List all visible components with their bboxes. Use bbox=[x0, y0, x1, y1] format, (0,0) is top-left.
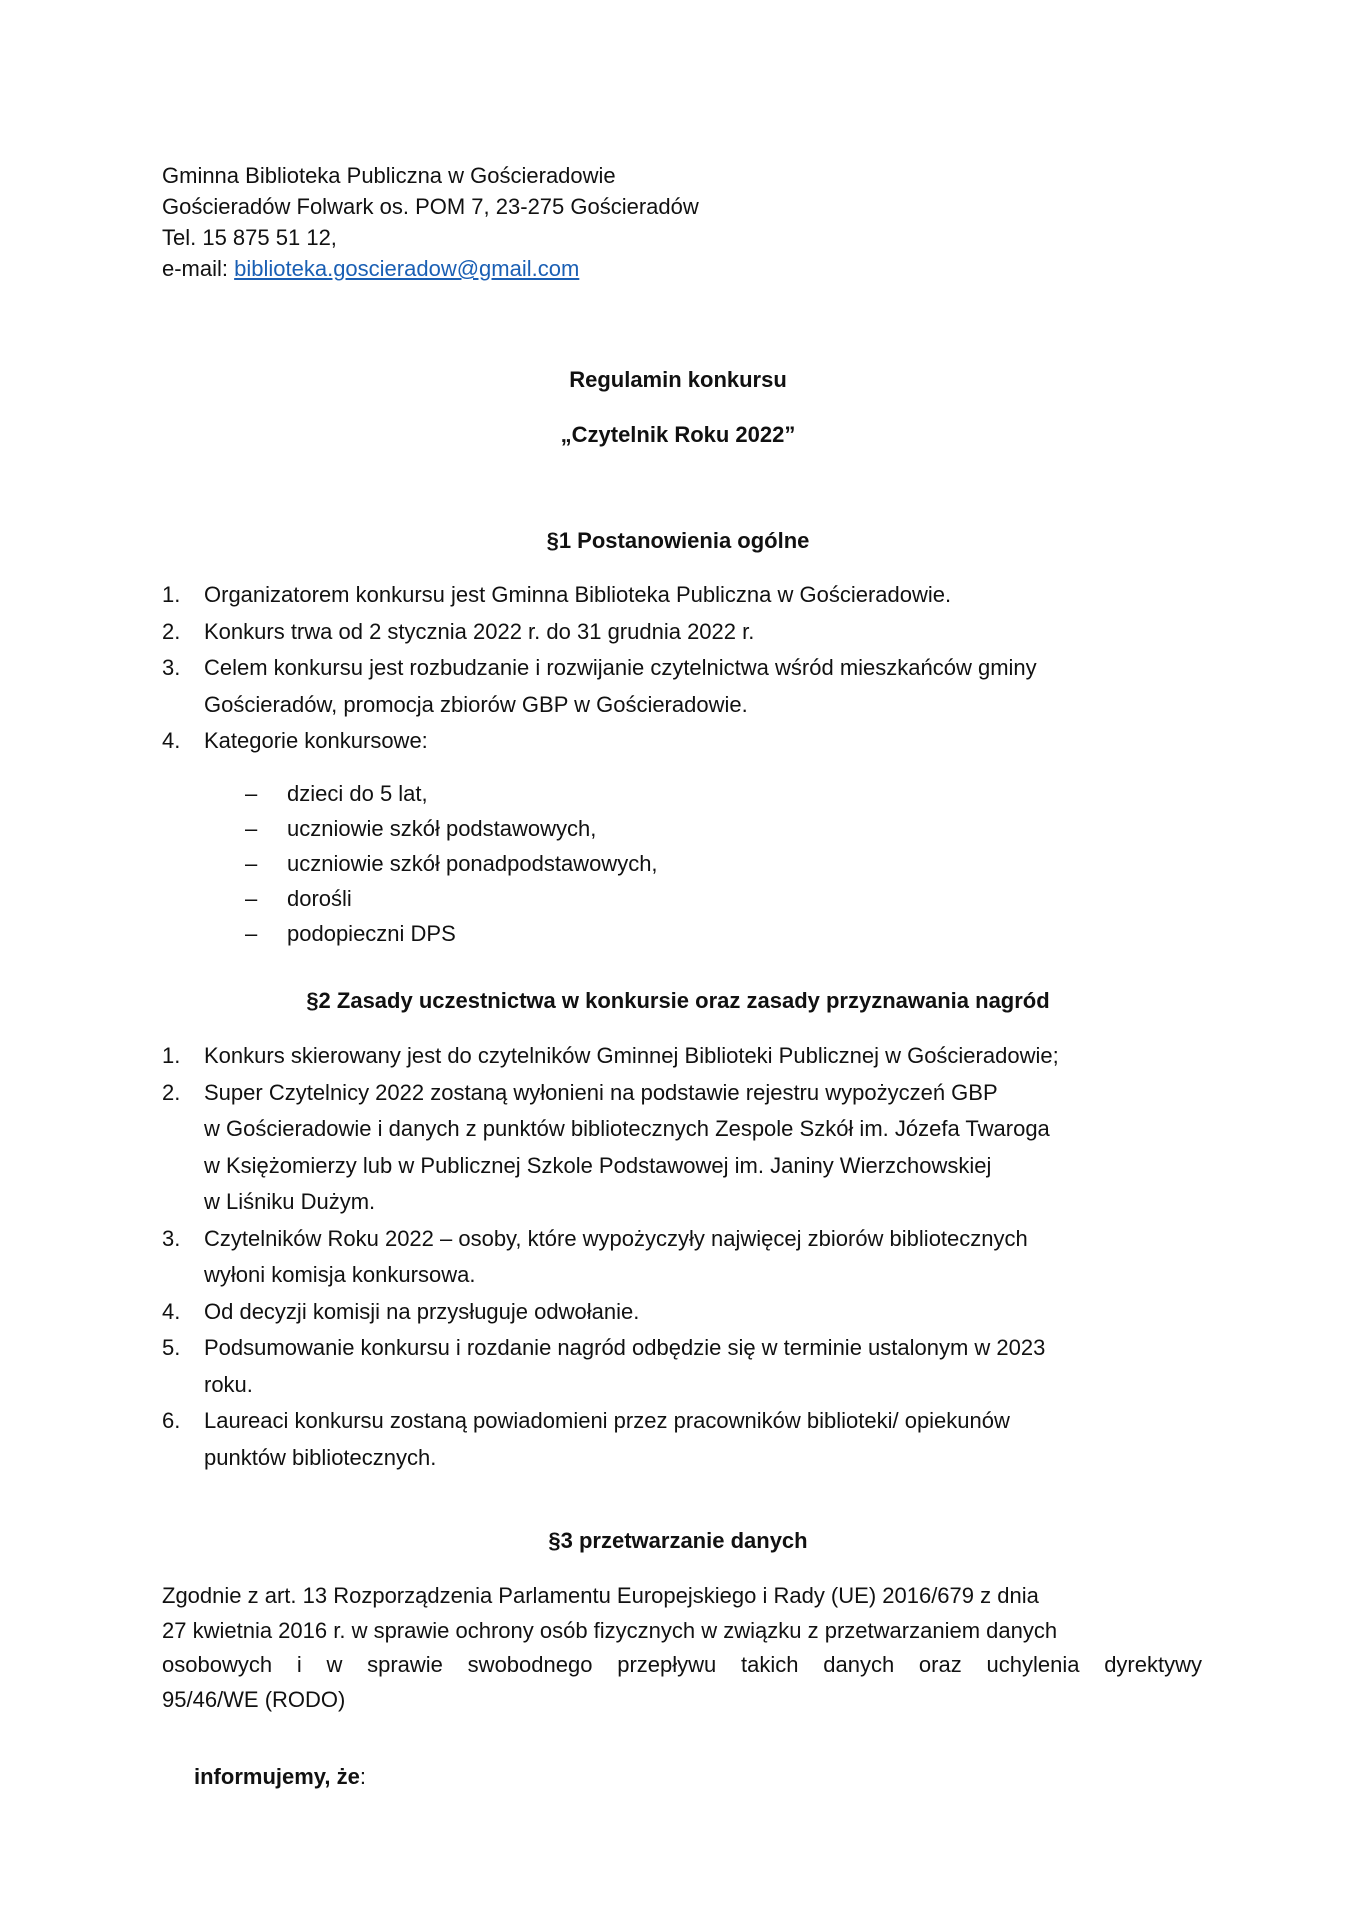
item-text: Laureaci konkursu zostaną powiadomieni przez pracowników biblioteki/ opiekunów punktów bibliotecznych. bbox=[204, 1408, 1010, 1470]
section3-heading: §3 przetwarzanie danych bbox=[548, 1528, 808, 1553]
list-item bbox=[162, 1330, 1202, 1403]
document-subtitle: „Czytelnik Roku 2022” bbox=[560, 422, 796, 447]
item-number: 3. bbox=[162, 1225, 181, 1251]
list-item bbox=[162, 1221, 1202, 1294]
library-header bbox=[162, 160, 699, 284]
item-text: Organizatorem konkursu jest Gminna Biblioteka Publiczna w Gościeradowie. bbox=[204, 582, 952, 607]
section1-list bbox=[162, 577, 1202, 760]
list-item bbox=[162, 614, 1202, 651]
item-text: Super Czytelnicy 2022 zostaną wyłonieni na podstawie rejestru wypożyczeń GBP w Gościeradowie i danych z punktów bibliotecznych Zespole Szkół im. Józefa Twaroga w Księżomierzy lub w Publicznej Szkole Podstawowej im. Janiny Wierzchowskiej w Liśniku Dużym. bbox=[204, 1079, 1050, 1214]
category-item: – uczniowie szkół podstawowych, bbox=[245, 816, 597, 841]
list-item bbox=[162, 1038, 1202, 1075]
list-item bbox=[162, 650, 1202, 723]
email-label: e-mail: bbox=[162, 256, 235, 281]
item-text: Celem konkursu jest rozbudzanie i rozwijanie czytelnictwa wśród mieszkańców gminy Gościeradów, promocja zbiorów GBP w Gościeradowie. bbox=[204, 655, 1037, 717]
item-number: 3. bbox=[162, 655, 181, 680]
item-number: 2. bbox=[162, 618, 181, 644]
section2-heading: §2 Zasady uczestnictwa w konkursie oraz zasady przyznawania nagród bbox=[306, 988, 1050, 1013]
item-number: 2. bbox=[162, 1079, 181, 1105]
email-link[interactable]: biblioteka.goscieradow@gmail.com bbox=[234, 256, 580, 281]
item-text: Podsumowanie konkursu i rozdanie nagród odbędzie się w terminie ustalonym w 2023 roku. bbox=[204, 1335, 1046, 1397]
list-item bbox=[162, 1294, 1202, 1331]
library-address: Gościeradów Folwark os. POM 7, 23-275 Gościeradów bbox=[162, 194, 699, 219]
item-number: 5. bbox=[162, 1335, 181, 1360]
category-item: – dorośli bbox=[245, 886, 352, 911]
library-email-line bbox=[162, 253, 699, 284]
list-item bbox=[162, 577, 1202, 614]
paragraph-line: 27 kwietnia 2016 r. w sprawie ochrony osób fizycznych w związku z przetwarzaniem danych bbox=[162, 1617, 1058, 1643]
item-text: Czytelników Roku 2022 – osoby, które wypożyczyły najwięcej zbiorów bibliotecznych wyłoni komisja konkursowa. bbox=[204, 1225, 1028, 1287]
section2-list bbox=[162, 1038, 1202, 1476]
item-text: Konkurs trwa od 2 stycznia 2022 r. do 31 grudnia 2022 r. bbox=[204, 618, 755, 644]
item-text: Od decyzji komisji na przysługuje odwołanie. bbox=[204, 1298, 640, 1324]
document-title: Regulamin konkursu bbox=[569, 367, 787, 392]
category-item: – dzieci do 5 lat, bbox=[245, 781, 428, 806]
category-item: – podopieczni DPS bbox=[245, 921, 456, 946]
item-number: 4. bbox=[162, 1298, 181, 1324]
item-number: 1. bbox=[162, 582, 181, 607]
library-phone: Tel. 15 875 51 12, bbox=[162, 225, 337, 250]
inform-colon: : bbox=[359, 1764, 366, 1789]
list-item bbox=[162, 723, 1202, 760]
item-number: 1. bbox=[162, 1043, 181, 1068]
rodo-paragraph bbox=[162, 1579, 1202, 1717]
item-number: 4. bbox=[162, 728, 181, 753]
list-item bbox=[162, 1075, 1202, 1221]
paragraph-line: 95/46/WE (RODO) bbox=[162, 1686, 346, 1712]
inform-bold: informujemy, że bbox=[194, 1764, 360, 1789]
item-number: 6. bbox=[162, 1408, 181, 1433]
item-text: Kategorie konkursowe: bbox=[204, 728, 428, 753]
category-list bbox=[245, 776, 658, 951]
inform-line bbox=[194, 1764, 366, 1790]
paragraph-line: Zgodnie z art. 13 Rozporządzenia Parlamentu Europejskiego i Rady (UE) 2016/679 z dnia bbox=[162, 1583, 1039, 1608]
paragraph-line: osobowych i w sprawie swobodnego przepływu takich danych oraz uchylenia dyrektywy bbox=[162, 1652, 1202, 1677]
list-item bbox=[162, 1403, 1202, 1476]
category-item: – uczniowie szkół ponadpodstawowych, bbox=[245, 851, 658, 876]
section1-heading: §1 Postanowienia ogólne bbox=[546, 528, 810, 553]
item-text: Konkurs skierowany jest do czytelników Gminnej Biblioteki Publicznej w Gościeradowie; bbox=[204, 1043, 1059, 1068]
library-name: Gminna Biblioteka Publiczna w Gościeradowie bbox=[162, 163, 616, 188]
